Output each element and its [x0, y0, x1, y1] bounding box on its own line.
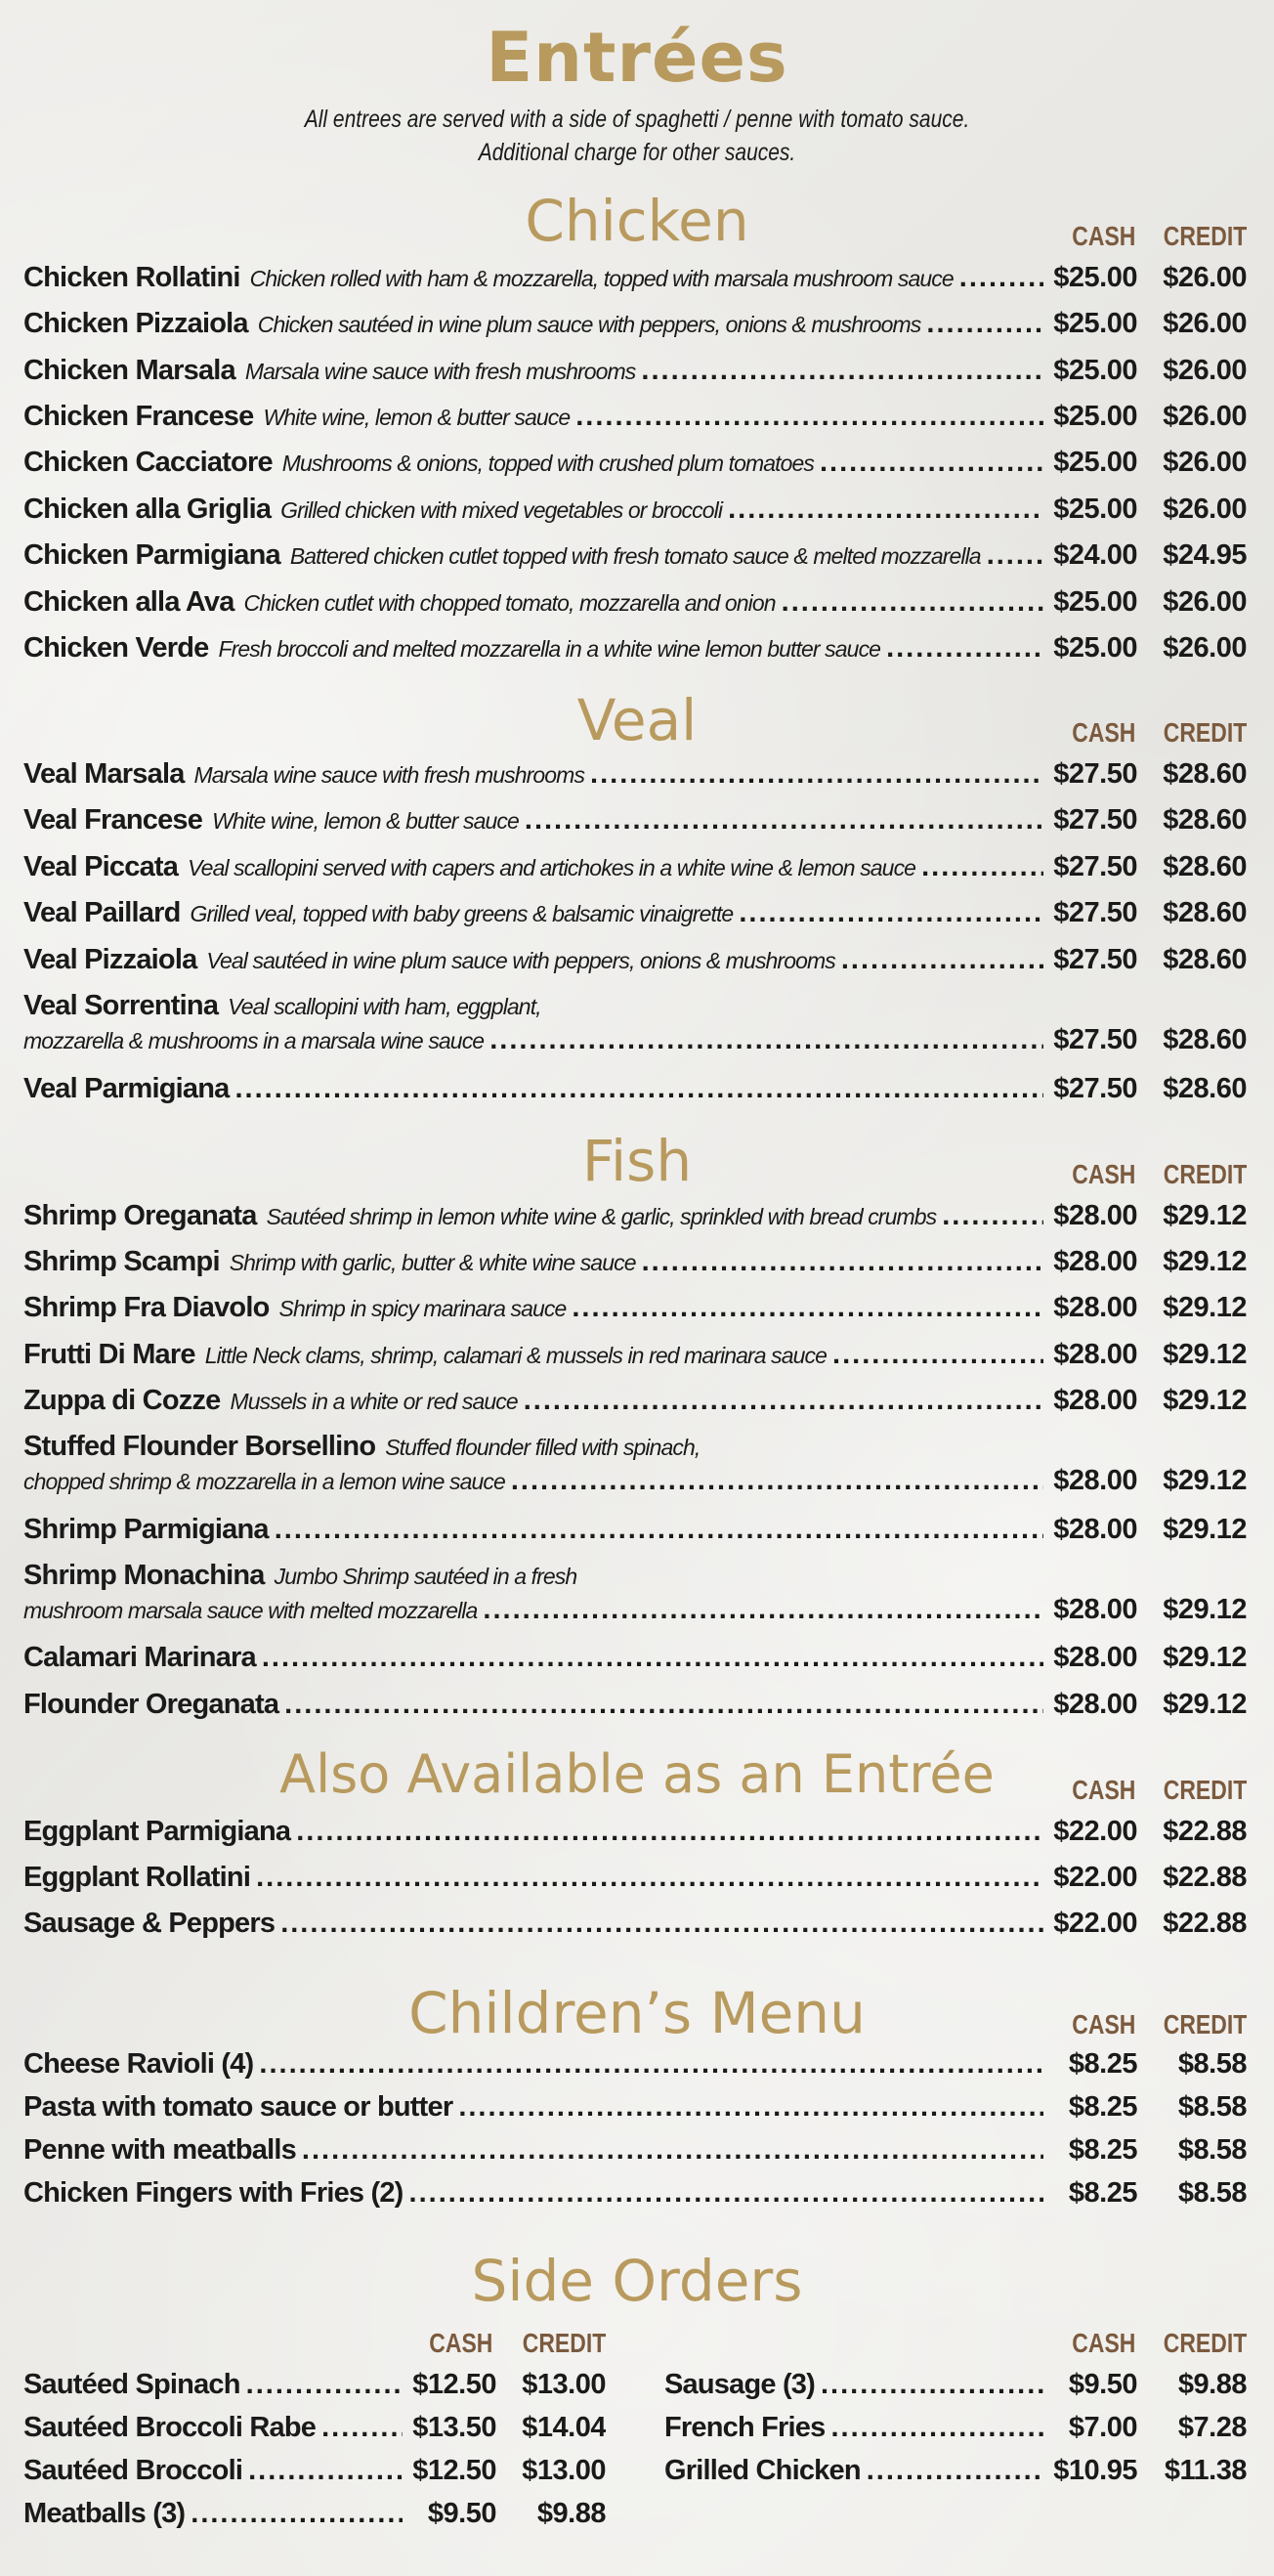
menu-item: Chicken Cacciatore Mushrooms & onions, topped with crushed plum tomatoes ..... $25.00 $26.00 [23, 447, 1247, 479]
menu-item: Chicken Rollatini Chicken rolled with ham & mozzarella, topped with marsala mushroom sauce ..... $25.00 $26.00 [23, 262, 1247, 294]
menu-item: Chicken alla Griglia Grilled chicken with mixed vegetables or broccoli ..... $25.00 $26.00 [23, 494, 1247, 526]
col-header-credit: CREDIT [1163, 1159, 1247, 1189]
menu-item: Calamari Marinara ..... $28.00 $29.12 [23, 1642, 1247, 1674]
menu-item: Veal Sorrentina Veal scallopini with ham, eggplant, mozzarella & mushrooms in a marsala wine sauce ..... $27.50 $28.60 [23, 990, 1247, 1056]
menu-item: Eggplant Rollatini ..... $22.00 $22.88 [23, 1862, 1247, 1894]
col-header-credit: CREDIT [522, 2328, 606, 2358]
menu-item: Chicken Pizzaiola Chicken sautéed in wine plum sauce with peppers, onions & mushrooms ..... $25.00 $26.00 [23, 308, 1247, 340]
menu-item: Shrimp Monachina Jumbo Shrimp sautéed in a fresh mushroom marsala sauce with melted mozzarella ..... $28.00 $29.12 [23, 1560, 1247, 1626]
page-title: Entrées [486, 18, 788, 98]
menu-item: Sausage (3) ..... $9.50 $9.88 [664, 2369, 1247, 2401]
col-header-credit: CREDIT [1163, 1775, 1247, 1805]
menu-item: Veal Parmigiana ..... $27.50 $28.60 [23, 1073, 1247, 1105]
menu-item: French Fries ..... $7.00 $7.28 [664, 2412, 1247, 2444]
menu-item: Chicken Parmigiana Battered chicken cutlet topped with fresh tomato sauce & melted mozzarella ..... $24.00 $24.95 [23, 539, 1247, 572]
menu-item: Meatballs (3) ..... $9.50 $9.88 [23, 2498, 606, 2530]
menu-item: Sausage & Peppers ..... $22.00 $22.88 [23, 1908, 1247, 1940]
menu-item: Chicken Francese White wine, lemon & butter sauce ..... $25.00 $26.00 [23, 401, 1247, 433]
col-header-credit: CREDIT [1163, 221, 1247, 251]
menu-item: Penne with meatballs ..... $8.25 $8.58 [23, 2134, 1247, 2167]
col-header-cash: CASH [1071, 221, 1135, 251]
menu-item: Veal Paillard Grilled veal, topped with baby greens & balsamic vinaigrette ..... $27.50 $28.60 [23, 897, 1247, 929]
col-header-credit: CREDIT [1163, 2328, 1247, 2358]
menu-item: Shrimp Scampi Shrimp with garlic, butter & white wine sauce ..... $28.00 $29.12 [23, 1246, 1247, 1278]
subtitle-line-1: All entrees are served with a side of spaghetti / penne with tomato sauce. [304, 106, 970, 133]
subtitle-line-2: Additional charge for other sauces. [478, 139, 796, 166]
col-header-cash: CASH [1071, 2009, 1135, 2039]
menu-item: Stuffed Flounder Borsellino Stuffed flounder filled with spinach, chopped shrimp & mozzarella in a lemon wine sauce ..... $28.00 $29.12 [23, 1431, 1247, 1497]
section-title-also-available: Also Available as an Entrée [279, 1743, 995, 1805]
col-header-cash: CASH [1071, 2328, 1135, 2358]
menu-item: Sautéed Broccoli ..... $12.50 $13.00 [23, 2455, 606, 2487]
menu-item: Chicken Verde Fresh broccoli and melted mozzarella in a white wine lemon butter sauce ..... $25.00 $26.00 [23, 632, 1247, 665]
menu-item: Chicken Fingers with Fries (2) ..... $8.25 $8.58 [23, 2177, 1247, 2210]
section-title-veal: Veal [576, 687, 698, 753]
menu-item: Veal Pizzaiola Veal sautéed in wine plum sauce with peppers, onions & mushrooms ..... $27.50 $28.60 [23, 944, 1247, 976]
menu-item: Shrimp Fra Diavolo Shrimp in spicy marinara sauce ..... $28.00 $29.12 [23, 1292, 1247, 1324]
menu-item: Sautéed Spinach ..... $12.50 $13.00 [23, 2369, 606, 2401]
menu-item: Veal Piccata Veal scallopini served with capers and artichokes in a white wine & lemon sauce ..... $27.50 $28.60 [23, 851, 1247, 883]
menu-item: Shrimp Parmigiana ..... $28.00 $29.12 [23, 1514, 1247, 1546]
col-header-cash: CASH [1071, 1159, 1135, 1189]
col-header-credit: CREDIT [1163, 717, 1247, 748]
menu-item: Frutti Di Mare Little Neck clams, shrimp, calamari & mussels in red marinara sauce ..... $28.00 $29.12 [23, 1339, 1247, 1371]
menu-item: Zuppa di Cozze Mussels in a white or red sauce ..... $28.00 $29.12 [23, 1385, 1247, 1417]
menu-item: Eggplant Parmigiana ..... $22.00 $22.88 [23, 1816, 1247, 1848]
menu-item: Sautéed Broccoli Rabe ..... $13.50 $14.04 [23, 2412, 606, 2444]
col-header-cash: CASH [1071, 717, 1135, 748]
menu-item: Shrimp Oreganata Sautéed shrimp in lemon white wine & garlic, sprinkled with bread crumbs ..... $28.00 $29.12 [23, 1200, 1247, 1232]
section-title-fish: Fish [581, 1128, 693, 1194]
col-header-cash: CASH [428, 2328, 492, 2358]
section-title-side-orders: Side Orders [471, 2248, 803, 2314]
section-title-childrens-menu: Children’s Menu [408, 1980, 866, 2046]
menu-item: Cheese Ravioli (4) ..... $8.25 $8.58 [23, 2048, 1247, 2081]
menu-item: Pasta with tomato sauce or butter ..... $8.25 $8.58 [23, 2091, 1247, 2124]
col-header-credit: CREDIT [1163, 2009, 1247, 2039]
menu-item: Chicken alla Ava Chicken cutlet with chopped tomato, mozzarella and onion ..... $25.00 $26.00 [23, 586, 1247, 619]
menu-item: Veal Francese White wine, lemon & butter sauce ..... $27.50 $28.60 [23, 804, 1247, 837]
menu-item: Veal Marsala Marsala wine sauce with fresh mushrooms ..... $27.50 $28.60 [23, 758, 1247, 791]
col-header-cash: CASH [1071, 1775, 1135, 1805]
menu-item: Flounder Oreganata ..... $28.00 $29.12 [23, 1689, 1247, 1721]
section-title-chicken: Chicken [525, 188, 749, 254]
menu-item: Chicken Marsala Marsala wine sauce with fresh mushrooms ..... $25.00 $26.00 [23, 355, 1247, 387]
menu-item: Grilled Chicken ..... $10.95 $11.38 [664, 2455, 1247, 2487]
